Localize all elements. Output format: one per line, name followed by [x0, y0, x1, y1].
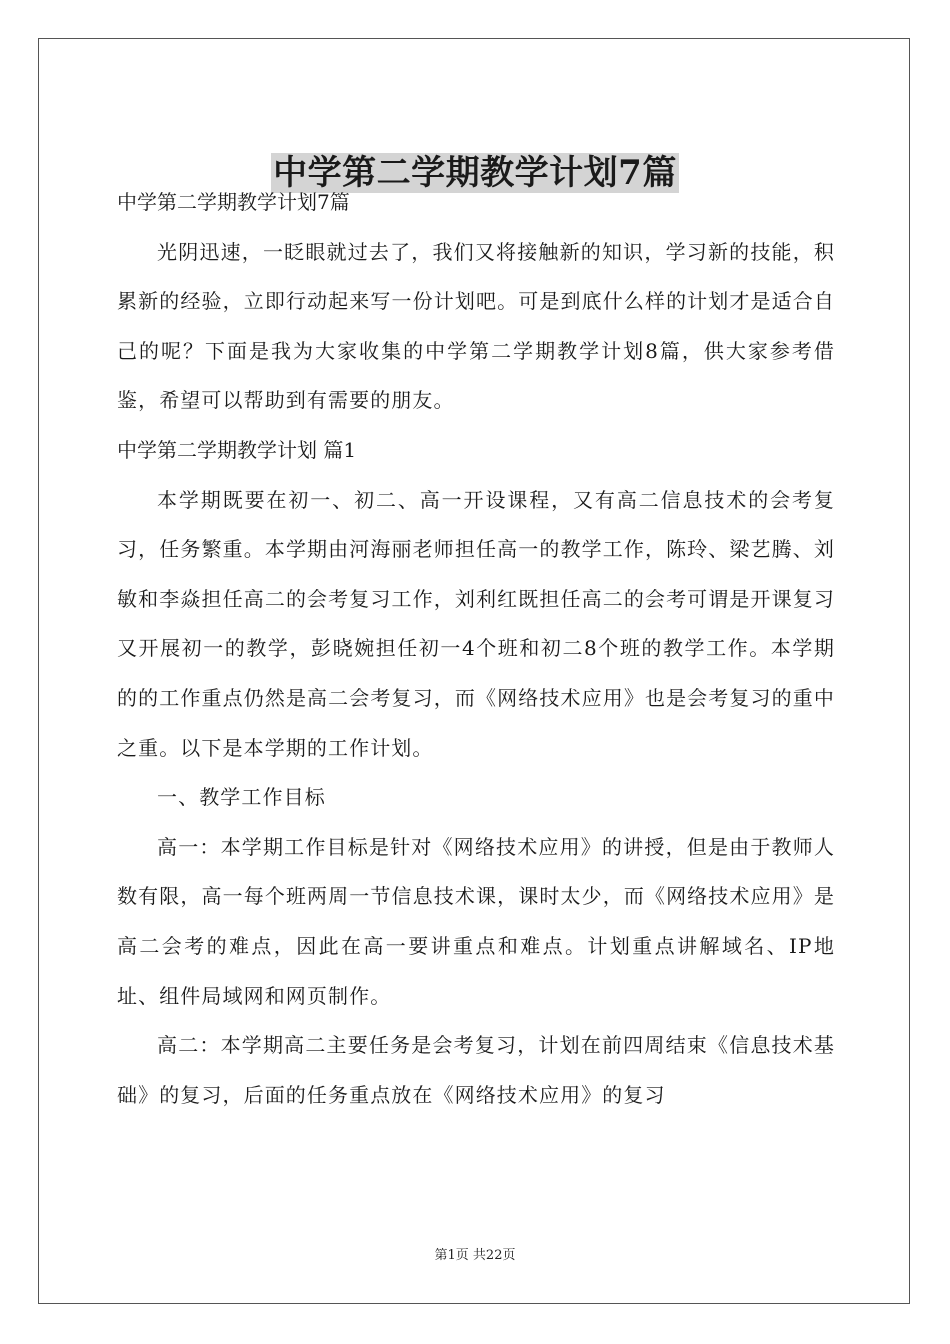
body-paragraph: 高一：本学期工作目标是针对《网络技术应用》的讲授，但是由于教师人数有限，高一每个班两周一节信息技术课，课时太少，而《网络技术应用》是高二会考的难点，因此在高一要讲重点和难点。计划重点讲解域名、IP地址、组件局域网和网页制作。 [117, 834, 835, 1008]
document-body [117, 178, 835, 1120]
document-subtitle: 中学第二学期教学计划7篇 [117, 190, 350, 214]
body-paragraph: 高二：本学期高二主要任务是会考复习，计划在前四周结束《信息技术基础》的复习，后面的任务重点放在《网络技术应用》的复习 [117, 1033, 835, 1107]
body-paragraph: 本学期既要在初一、初二、高一开设课程，又有高二信息技术的会考复习，任务繁重。本学期由河海丽老师担任高一的教学工作，陈玲、梁艺腾、刘敏和李焱担任高二的会考复习工作，刘利红既担任高二的会考可谓是开课复习又开展初一的教学，彭晓婉担任初一4个班和初二8个班的教学工作。本学期的的工作重点仍然是高二会考复习，而《网络技术应用》也是会考复习的重中之重。以下是本学期的工作计划。 [117, 487, 835, 760]
page-number: 第1页 共22页 [434, 1248, 516, 1263]
page-footer [0, 1246, 950, 1266]
intro-paragraph: 光阴迅速，一眨眼就过去了，我们又将接触新的知识，学习新的技能，积累新的经验，立即行动起来写一份计划吧。可是到底什么样的计划才是适合自己的呢？下面是我为大家收集的中学第二学期教学计划8篇，供大家参考借鉴，希望可以帮助到有需要的朋友。 [117, 239, 835, 413]
section-heading: 中学第二学期教学计划 篇1 [117, 437, 357, 462]
subsection-heading: 一、教学工作目标 [157, 785, 326, 810]
document-title-text: 中学第二学期教学计划7篇 [273, 152, 677, 193]
